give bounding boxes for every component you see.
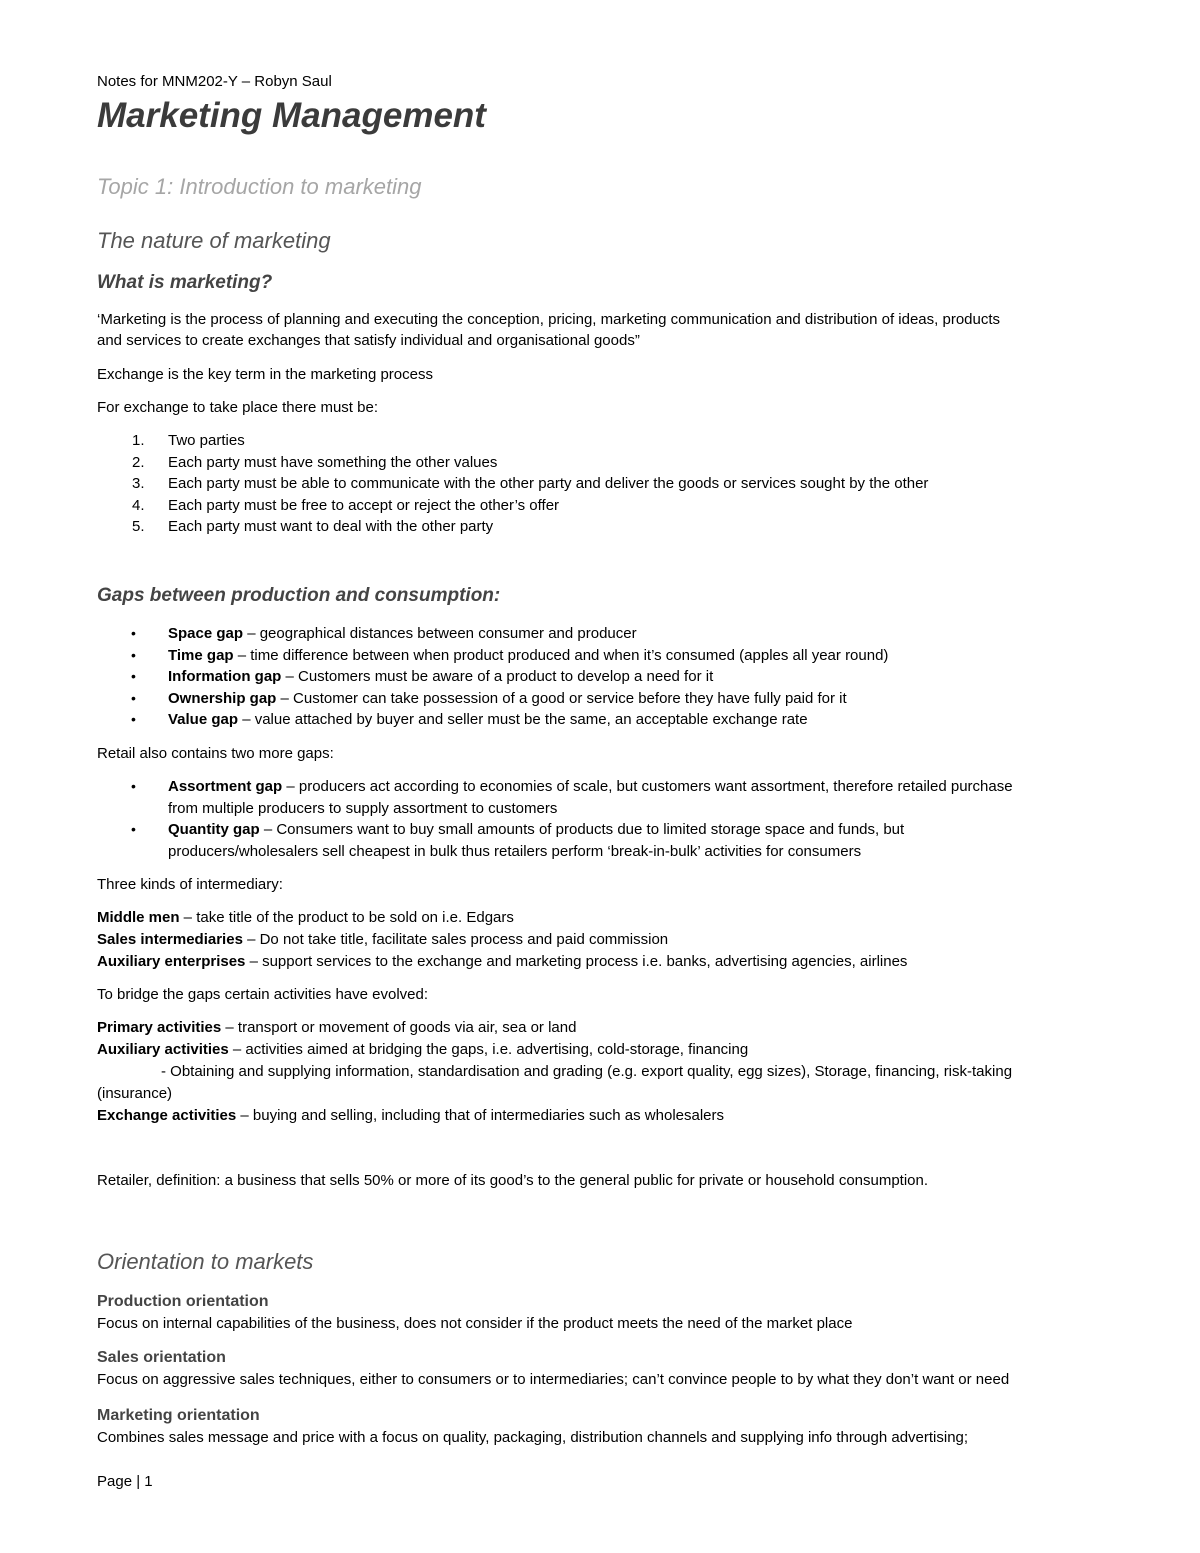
document-title: Marketing Management: [97, 96, 486, 135]
intermediary-term: Sales intermediaries: [97, 931, 243, 948]
list-text: Each party must be free to accept or reject the other’s offer: [168, 496, 560, 514]
bullet-icon: •: [131, 646, 136, 663]
gap-desc: – value attached by buyer and seller must be the same, an acceptable exchange rate: [238, 711, 808, 729]
exchange-intro-text: For exchange to take place there must be:: [97, 399, 378, 416]
list-item: [97, 473, 1097, 495]
list-number: 5.: [132, 518, 145, 536]
orientation-subheading: Sales orientation: [97, 1349, 226, 1366]
gap-term: Ownership gap: [168, 689, 277, 707]
list-item: [97, 516, 1097, 538]
list-text: Each party must want to deal with the other party: [168, 518, 494, 536]
bullet-icon: •: [131, 689, 136, 706]
gap-term: Value gap: [168, 711, 239, 729]
gap-desc: – producers act according to economies of scale, but customers want assortment, therefore retailed purchase: [282, 778, 1013, 795]
intermediaries-block: [97, 907, 1097, 973]
topic-heading: Topic 1: Introduction to marketing: [97, 174, 422, 199]
retail-gaps-list: [97, 776, 1097, 862]
intermediary-term: Auxiliary enterprises: [97, 953, 246, 970]
gap-desc: – Consumers want to buy small amounts of products due to limited storage space and funds, but: [259, 821, 905, 839]
intermediary-desc: – take title of the product to be sold on i.e. Edgars: [179, 909, 514, 926]
gap-term: Time gap: [168, 646, 234, 664]
list-number: 3.: [132, 475, 145, 493]
list-number: 1.: [132, 432, 145, 449]
activity-line: [97, 1105, 1097, 1127]
intermediary-line: [97, 951, 1097, 973]
list-item: [97, 776, 1097, 819]
intermediary-desc: – support services to the exchange and marketing process i.e. banks, advertising agencies, airlines: [245, 953, 908, 970]
definition-line: and services to create exchanges that satisfy individual and organisational goods”: [97, 332, 640, 349]
gap-desc: – time difference between when product produced and when it’s consumed (apples all year round): [233, 646, 889, 664]
orientation-text: Focus on aggressive sales techniques, either to consumers or to intermediaries; can’t convince people to by what they don’t want or need: [97, 1371, 1010, 1388]
gaps-list: [97, 623, 1097, 731]
orientation-text: Focus on internal capabilities of the business, does not consider if the product meets the need of the market place: [97, 1315, 853, 1332]
activity-term: Auxiliary activities: [97, 1041, 229, 1058]
retailer-definition-text: Retailer, definition: a business that sells 50% or more of its good’s to the general public for private or household consumption.: [97, 1172, 929, 1189]
orientation-text: Combines sales message and price with a focus on quality, packaging, distribution channels and supplying info through advertising;: [97, 1429, 969, 1446]
intermediary-desc: – Do not take title, facilitate sales process and paid commission: [242, 931, 669, 948]
list-item: [97, 623, 1097, 645]
list-text: Each party must be able to communicate with the other party and deliver the goods or services sought by the other: [168, 475, 929, 493]
gap-desc-cont: producers/wholesalers sell cheapest in bulk thus retailers perform ‘break-in-bulk’ activities for consumers: [168, 842, 862, 860]
list-item: [97, 645, 1097, 667]
gap-term: Quantity gap: [168, 821, 260, 839]
list-number: 2.: [132, 453, 145, 471]
gap-term: Information gap: [168, 668, 282, 686]
list-item: [97, 709, 1097, 731]
what-heading: What is marketing?: [97, 272, 273, 293]
activity-desc: – transport or movement of goods via air, sea or land: [221, 1019, 577, 1036]
bullet-icon: •: [131, 821, 136, 838]
list-item: [97, 430, 1097, 452]
activity-term: Primary activities: [97, 1019, 222, 1036]
gaps-heading: Gaps between production and consumption:: [97, 585, 501, 606]
activity-subline: (insurance): [97, 1085, 173, 1102]
exchange-list: [97, 430, 1097, 538]
activity-line: [97, 1017, 1097, 1039]
list-item: [97, 688, 1097, 710]
exchange-key-text: Exchange is the key term in the marketing process: [97, 366, 433, 383]
list-item: [97, 819, 1097, 862]
activity-term: Exchange activities: [97, 1107, 237, 1124]
definition-line: ‘Marketing is the process of planning and executing the conception, pricing, marketing communication and distribution of ideas, products: [97, 311, 1001, 328]
gap-desc: – geographical distances between consumer and producer: [243, 625, 637, 642]
activities-block: [97, 1017, 1097, 1127]
list-item: [97, 452, 1097, 474]
activity-desc: – buying and selling, including that of intermediaries such as wholesalers: [236, 1107, 725, 1124]
orientation-section: [97, 1291, 1097, 1334]
activity-line: [97, 1039, 1097, 1061]
nature-heading: The nature of marketing: [97, 228, 331, 253]
header-note: Notes for MNM202-Y – Robyn Saul: [97, 73, 332, 90]
list-text: Each party must have something the other values: [168, 453, 498, 471]
definition-block: [97, 309, 1097, 351]
gap-desc: – Customers must be aware of a product to develop a need for it: [281, 668, 714, 686]
retail-intro-text: Retail also contains two more gaps:: [97, 745, 334, 762]
orientation-subheading: Production orientation: [97, 1293, 269, 1310]
intermediary-line: [97, 907, 1097, 929]
intermediary-intro-text: Three kinds of intermediary:: [97, 876, 283, 893]
bullet-icon: •: [131, 711, 136, 728]
list-item: [97, 666, 1097, 688]
bridge-intro-text: To bridge the gaps certain activities have evolved:: [97, 986, 429, 1003]
gap-term: Assortment gap: [168, 778, 283, 795]
orientation-subheading: Marketing orientation: [97, 1407, 260, 1424]
gap-desc-cont: from multiple producers to supply assortment to customers: [168, 799, 558, 817]
bullet-icon: •: [131, 668, 136, 685]
activity-desc: – activities aimed at bridging the gaps, i.e. advertising, cold-storage, financing: [228, 1041, 749, 1058]
bullet-icon: •: [131, 778, 136, 794]
intermediary-term: Middle men: [97, 909, 180, 926]
orientation-heading: Orientation to markets: [97, 1249, 314, 1274]
bullet-icon: •: [131, 625, 136, 641]
orientation-section: [97, 1405, 1097, 1448]
gap-term: Space gap: [168, 625, 244, 642]
list-item: [97, 495, 1097, 517]
gap-desc: – Customer can take possession of a good or service before they have fully paid for it: [276, 689, 847, 707]
list-text: Two parties: [168, 432, 245, 449]
page-number-footer: Page | 1: [97, 1473, 153, 1490]
orientation-section: [97, 1347, 1097, 1390]
list-number: 4.: [132, 496, 145, 514]
activity-subline: - Obtaining and supplying information, standardisation and grading (e.g. export quality, egg sizes), Storage, financing, risk-taking: [161, 1063, 1013, 1080]
intermediary-line: [97, 929, 1097, 951]
